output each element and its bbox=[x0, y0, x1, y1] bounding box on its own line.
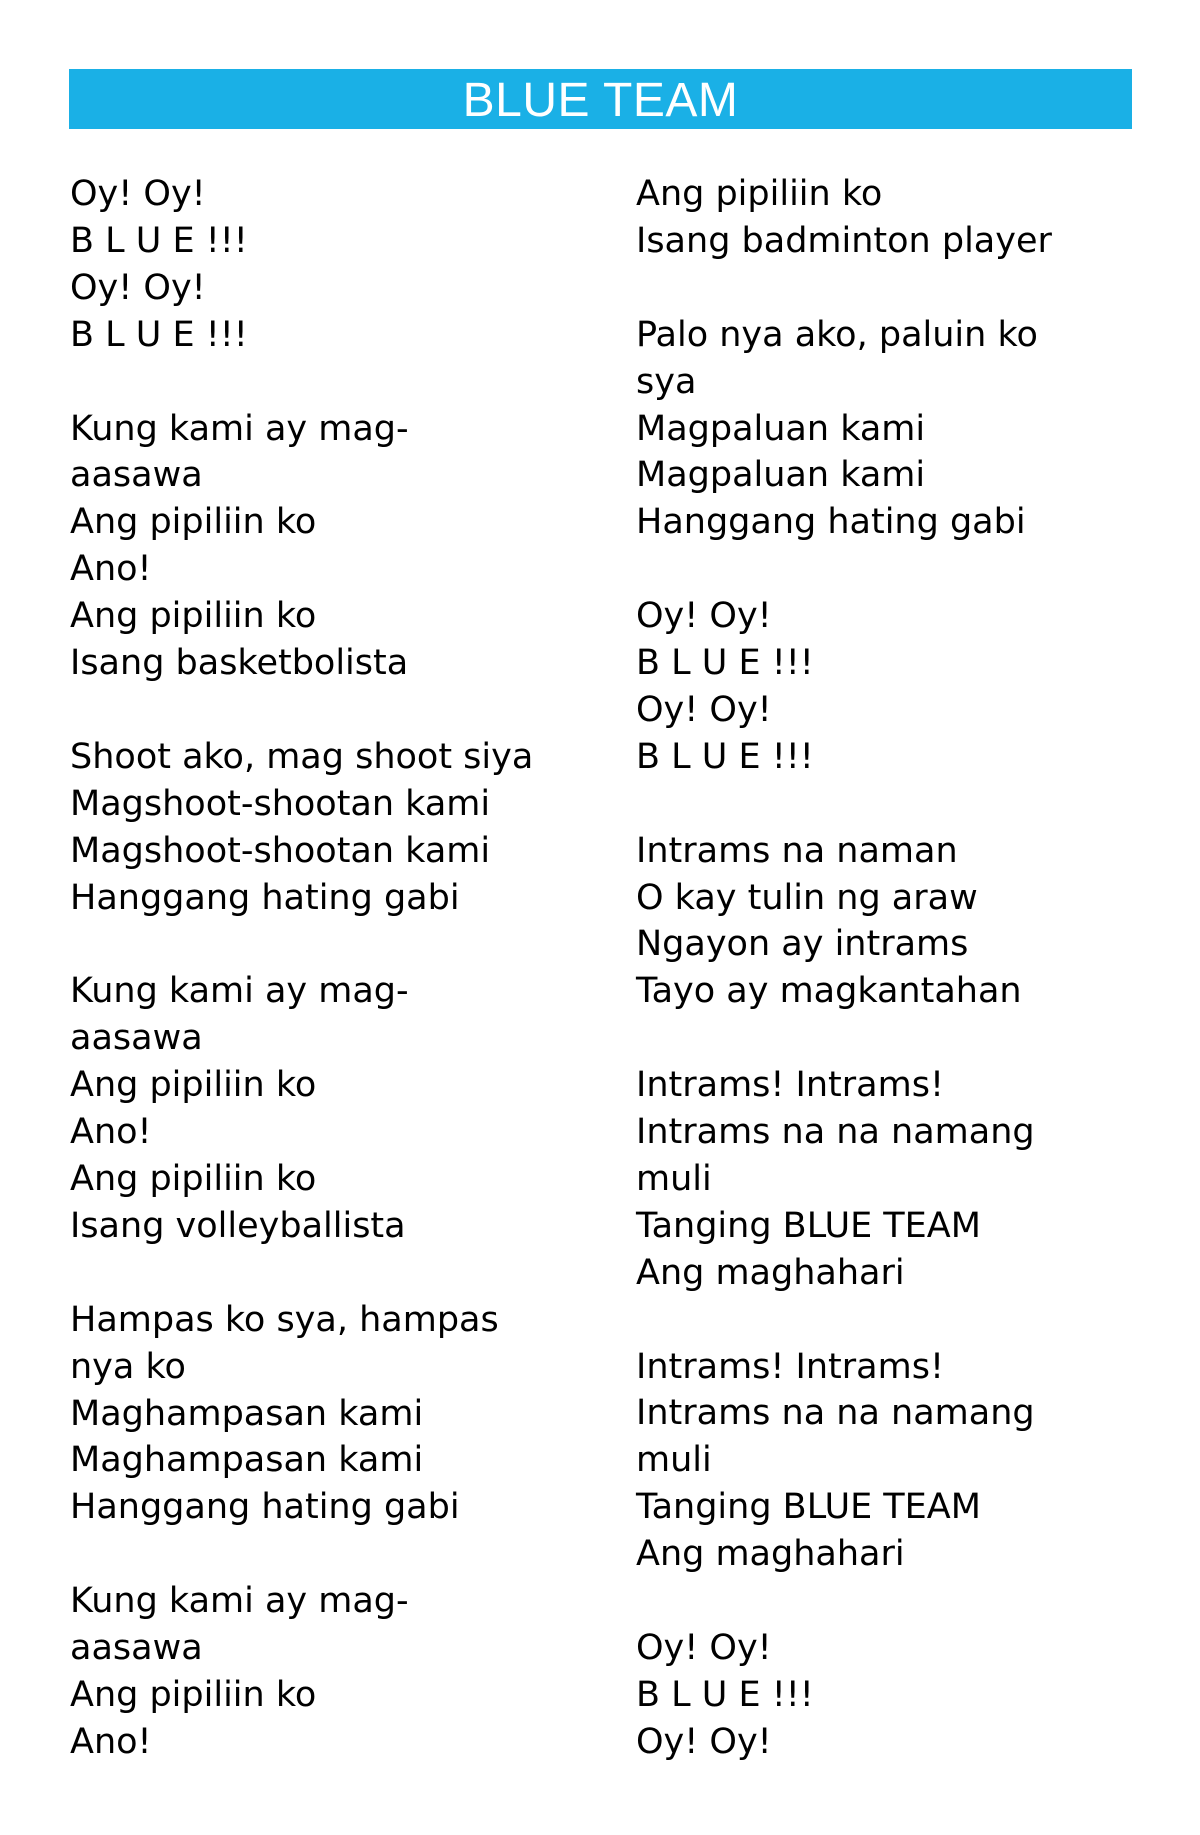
lyric-stanza bbox=[636, 312, 1136, 547]
lyric-line: Ang pipiliin ko bbox=[70, 1674, 317, 1715]
lyric-stanza bbox=[636, 828, 1136, 1016]
lyric-line: Ang pipiliin ko bbox=[70, 1065, 317, 1106]
lyric-line: muli bbox=[636, 1158, 712, 1199]
lyric-line: Tanging BLUE TEAM bbox=[636, 1487, 981, 1528]
lyric-line: Oy! Oy! bbox=[636, 1628, 772, 1668]
lyric-line: Hanggang hating gabi bbox=[70, 877, 460, 918]
lyric-line: Maghampasan kami bbox=[70, 1393, 424, 1434]
lyric-line: B L U E !!! bbox=[70, 314, 248, 355]
lyric-line: Ang maghahari bbox=[636, 1534, 905, 1575]
lyric-line: Ang pipiliin ko bbox=[70, 1158, 317, 1199]
lyric-line: Magpaluan kami bbox=[636, 408, 926, 449]
lyric-line: Isang badminton player bbox=[636, 220, 1052, 261]
lyric-line: Intrams! Intrams! bbox=[636, 1065, 944, 1106]
lyric-line: Intrams na naman bbox=[636, 830, 958, 871]
lyric-stanza bbox=[70, 1578, 630, 1766]
lyric-line: sya bbox=[636, 361, 697, 402]
title-banner bbox=[69, 69, 1132, 129]
lyric-line: muli bbox=[636, 1440, 712, 1481]
lyric-line: Ano! bbox=[70, 1721, 152, 1762]
lyric-line: Ang pipiliin ko bbox=[636, 174, 883, 214]
lyric-line: Hampas ko sya, hampas bbox=[70, 1299, 499, 1340]
lyric-line: Oy! Oy! bbox=[70, 267, 206, 308]
lyric-line: Maghampasan kami bbox=[70, 1440, 424, 1481]
lyric-line: B L U E !!! bbox=[636, 1674, 814, 1715]
lyric-stanza bbox=[70, 968, 630, 1249]
lyric-line: aasawa bbox=[70, 1628, 203, 1669]
lyric-stanza bbox=[636, 171, 1136, 265]
lyric-line: Ang pipiliin ko bbox=[70, 596, 317, 637]
lyric-line: Ang pipiliin ko bbox=[70, 502, 317, 543]
lyric-line: Magshoot-shootan kami bbox=[70, 830, 491, 871]
lyric-stanza bbox=[70, 406, 630, 687]
lyric-line: B L U E !!! bbox=[70, 220, 248, 261]
lyric-line: aasawa bbox=[70, 455, 203, 496]
lyric-line: Oy! Oy! bbox=[70, 174, 206, 214]
lyric-line: Ang maghahari bbox=[636, 1252, 905, 1293]
lyric-line: Magpaluan kami bbox=[636, 455, 926, 496]
lyric-line: Ngayon ay intrams bbox=[636, 924, 969, 965]
lyric-line: Palo nya ako, paluin ko bbox=[636, 314, 1038, 355]
lyric-stanza bbox=[636, 1062, 1136, 1297]
lyric-line: Intrams na na namang bbox=[636, 1112, 1035, 1153]
lyric-line: Kung kami ay mag- bbox=[70, 1581, 409, 1622]
page-title: BLUE TEAM bbox=[462, 74, 739, 127]
lyric-line: Isang volleyballista bbox=[70, 1205, 406, 1246]
lyric-line: Kung kami ay mag- bbox=[70, 971, 409, 1012]
lyric-line: Ano! bbox=[70, 1112, 152, 1153]
lyric-line: B L U E !!! bbox=[636, 643, 814, 684]
lyric-line: Kung kami ay mag- bbox=[70, 408, 409, 449]
lyric-line: Tayo ay magkantahan bbox=[636, 971, 1022, 1012]
lyric-line: Shoot ako, mag shoot siya bbox=[70, 736, 534, 777]
lyric-stanza bbox=[70, 734, 630, 922]
lyric-line: B L U E !!! bbox=[636, 736, 814, 777]
lyric-line: O kay tulin ng araw bbox=[636, 877, 978, 918]
lyric-stanza bbox=[636, 1625, 1136, 1766]
lyric-line: Magshoot-shootan kami bbox=[70, 783, 491, 824]
lyric-line: Hanggang hating gabi bbox=[636, 502, 1026, 543]
lyrics-column-left bbox=[70, 171, 630, 1766]
lyric-stanza bbox=[636, 1344, 1136, 1579]
lyric-line: Isang basketbolista bbox=[70, 643, 409, 684]
lyric-line: Ano! bbox=[70, 549, 152, 590]
lyric-line: aasawa bbox=[70, 1018, 203, 1059]
lyric-line: Oy! Oy! bbox=[636, 1721, 772, 1762]
lyric-line: Hanggang hating gabi bbox=[70, 1487, 460, 1528]
lyric-line: nya ko bbox=[70, 1346, 186, 1387]
lyric-line: Intrams! Intrams! bbox=[636, 1346, 944, 1387]
lyric-stanza bbox=[70, 1297, 630, 1532]
lyric-line: Oy! Oy! bbox=[636, 689, 772, 730]
lyrics-column-right bbox=[636, 171, 1136, 1766]
lyric-line: Intrams na na namang bbox=[636, 1393, 1035, 1434]
lyric-line: Tanging BLUE TEAM bbox=[636, 1205, 981, 1246]
lyric-line: Oy! Oy! bbox=[636, 596, 772, 637]
lyric-stanza bbox=[70, 171, 630, 359]
lyric-stanza bbox=[636, 593, 1136, 781]
